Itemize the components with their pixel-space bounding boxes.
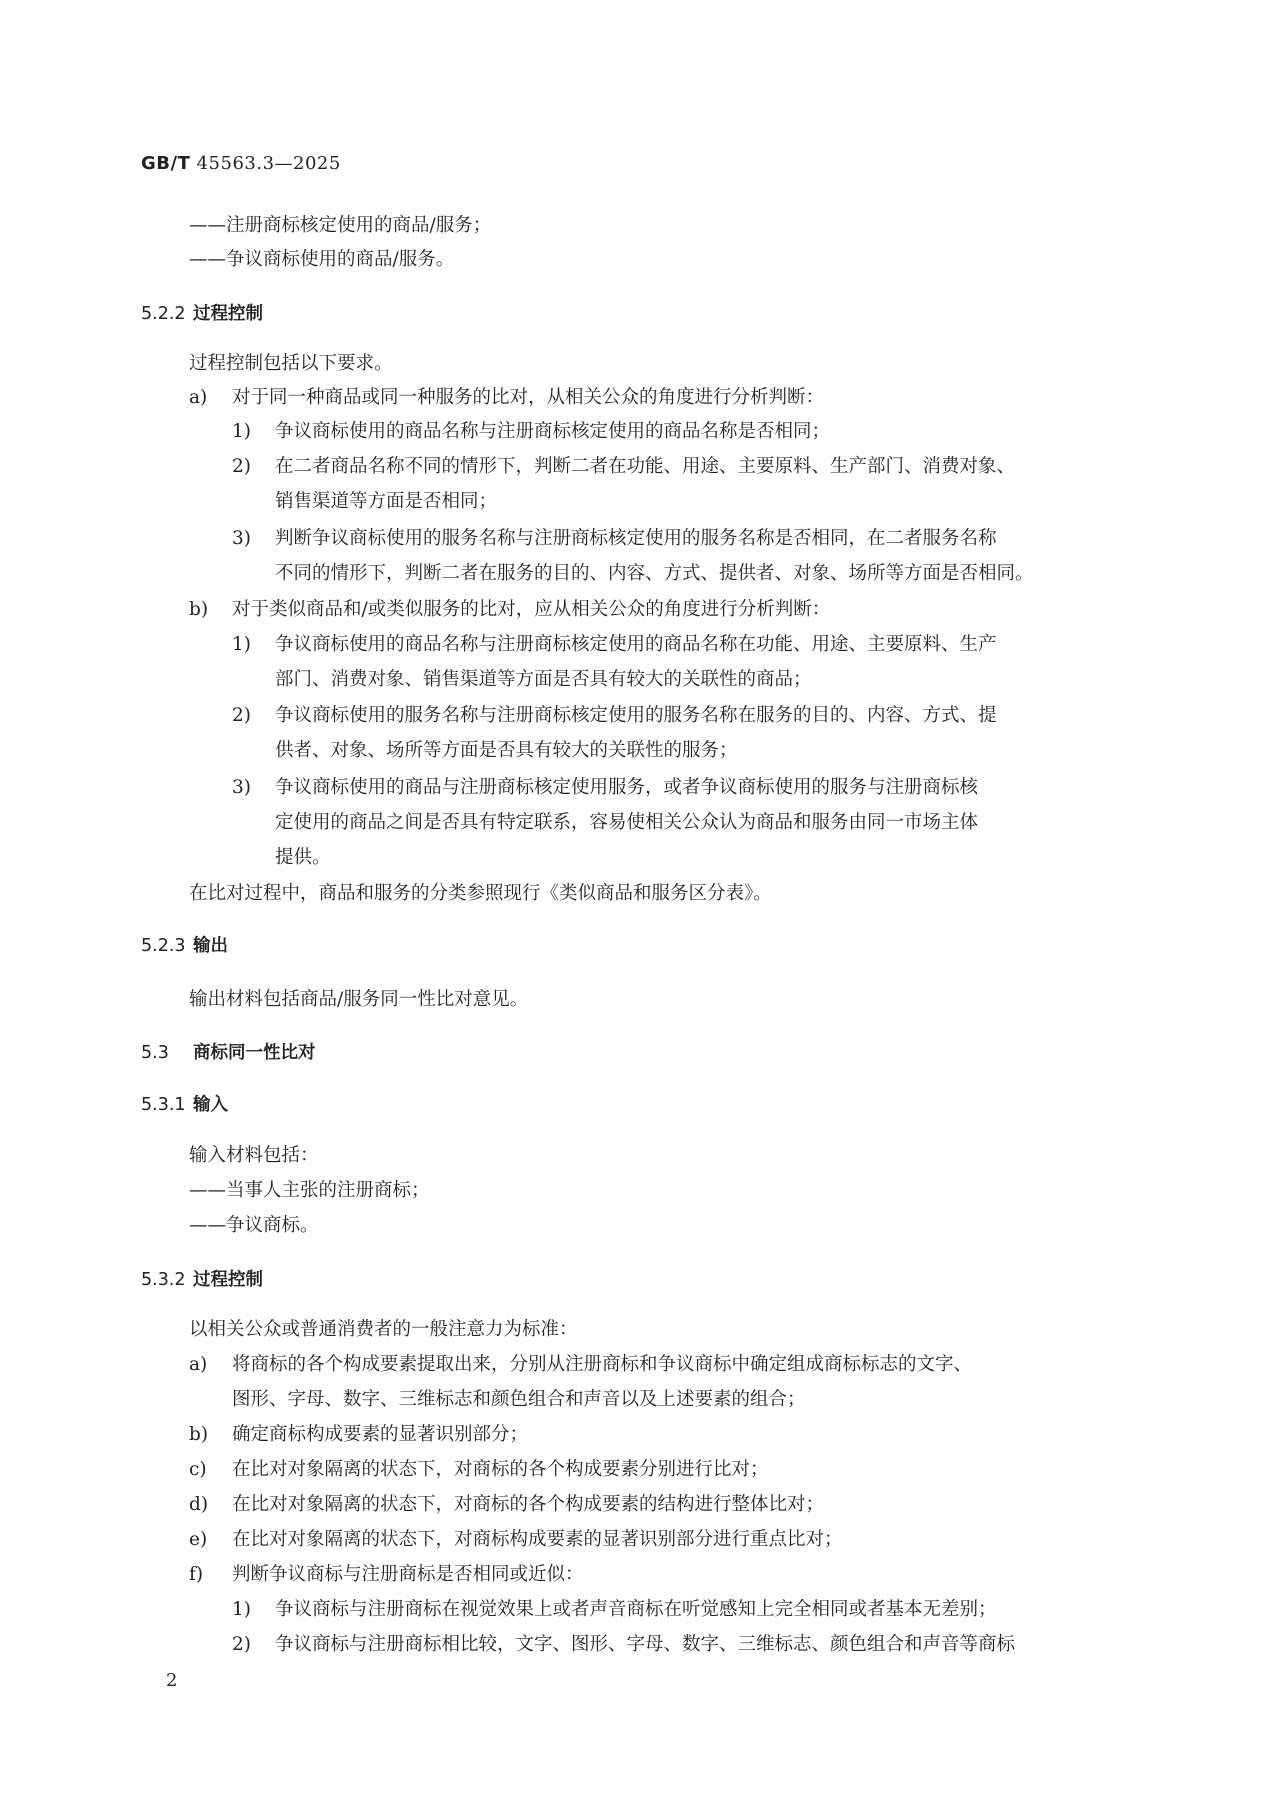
list-text: 将商标的各个构成要素提取出来，分别从注册商标和争议商标中确定组成商标标志的文字、 — [232, 1354, 973, 1375]
section-heading-5-2-3 — [141, 934, 228, 958]
list-text-continuation: 部门、消费对象、销售渠道等方面是否具有较大的关联性的商品； — [275, 669, 812, 690]
list-label: a) — [189, 1354, 208, 1375]
list-text: 争议商标使用的商品名称与注册商标核定使用的商品名称是否相同； — [275, 421, 831, 442]
section-heading-5-3-1 — [141, 1093, 228, 1117]
list-text-continuation: 图形、字母、数字、三维标志和颜色组合和声音以及上述要素的组合； — [232, 1389, 806, 1410]
list-text-continuation: 供者、对象、场所等方面是否具有较大的关联性的服务； — [275, 740, 738, 761]
standard-header — [141, 153, 341, 174]
list-label: 1) — [232, 421, 251, 442]
dash-item: ——争议商标。 — [189, 1215, 319, 1236]
list-text: 确定商标构成要素的显著识别部分； — [232, 1424, 529, 1445]
section-heading-5-3-2 — [141, 1268, 263, 1292]
list-label: 3) — [232, 528, 251, 549]
list-text: 对于同一种商品或同一种服务的比对，从相关公众的角度进行分析判断： — [232, 387, 825, 408]
list-text: 争议商标使用的服务名称与注册商标核定使用的服务名称在服务的目的、内容、方式、提 — [275, 705, 997, 726]
list-text: 争议商标与注册商标相比较，文字、图形、字母、数字、三维标志、颜色组合和声音等商标 — [275, 1634, 1016, 1655]
section-title: 商标同一性比对 — [193, 1043, 316, 1063]
list-label: d) — [189, 1494, 209, 1515]
list-label: 2) — [232, 456, 251, 477]
list-text: 争议商标与注册商标在视觉效果上或者声音商标在听觉感知上完全相同或者基本无差别； — [275, 1599, 997, 1620]
list-text-continuation: 不同的情形下，判断二者在服务的目的、内容、方式、提供者、对象、场所等方面是否相同。 — [275, 563, 1034, 584]
list-label: e) — [189, 1529, 208, 1550]
list-text: 在比对对象隔离的状态下，对商标的各个构成要素的结构进行整体比对； — [232, 1494, 825, 1515]
list-label: 1) — [232, 1599, 251, 1620]
list-label: b) — [189, 599, 209, 620]
paragraph: 在比对过程中，商品和服务的分类参照现行《类似商品和服务区分表》。 — [189, 883, 772, 904]
section-number: 5.3.1 — [141, 1095, 186, 1115]
paragraph: 输出材料包括商品/服务同一性比对意见。 — [189, 989, 529, 1010]
section-number: 5.2.2 — [141, 304, 186, 324]
standard-prefix: GB/T — [141, 153, 191, 174]
dash-item: ——注册商标核定使用的商品/服务； — [189, 215, 492, 236]
list-label: a) — [189, 387, 208, 408]
list-label: 2) — [232, 1634, 251, 1655]
list-text: 在二者商品名称不同的情形下，判断二者在功能、用途、主要原料、生产部门、消费对象、 — [275, 456, 1016, 477]
paragraph: 以相关公众或普通消费者的一般注意力为标准： — [189, 1319, 578, 1340]
section-title: 过程控制 — [193, 304, 263, 324]
section-heading-5-2-2 — [141, 302, 263, 326]
list-text: 判断争议商标与注册商标是否相同或近似： — [232, 1564, 584, 1585]
list-text-continuation: 销售渠道等方面是否相同； — [275, 491, 498, 512]
list-text: 在比对对象隔离的状态下，对商标的各个构成要素分别进行比对； — [232, 1459, 769, 1480]
paragraph: 过程控制包括以下要求。 — [189, 353, 393, 374]
standard-number: 45563.3—2025 — [196, 153, 341, 174]
section-number: 5.3 — [141, 1043, 169, 1063]
list-label: 2) — [232, 705, 251, 726]
section-number: 5.2.3 — [141, 936, 186, 956]
section-title: 输入 — [193, 1095, 228, 1115]
section-number: 5.3.2 — [141, 1270, 186, 1290]
section-title: 输出 — [193, 936, 228, 956]
paragraph: 输入材料包括： — [189, 1145, 319, 1166]
dash-item: ——争议商标使用的商品/服务。 — [189, 249, 455, 270]
list-label: 1) — [232, 634, 251, 655]
list-label: b) — [189, 1424, 209, 1445]
list-label: 3) — [232, 777, 251, 798]
list-text: 争议商标使用的商品与注册商标核定使用服务，或者争议商标使用的服务与注册商标核 — [275, 777, 979, 798]
list-text-continuation: 定使用的商品之间是否具有特定联系，容易使相关公众认为商品和服务由同一市场主体 — [275, 812, 979, 833]
list-text: 在比对对象隔离的状态下，对商标构成要素的显著识别部分进行重点比对； — [232, 1529, 843, 1550]
list-label: c) — [189, 1459, 207, 1480]
list-text: 对于类似商品和/或类似服务的比对，应从相关公众的角度进行分析判断： — [232, 599, 831, 620]
page-number: 2 — [166, 1670, 178, 1691]
list-text: 判断争议商标使用的服务名称与注册商标核定使用的服务名称是否相同，在二者服务名称 — [275, 528, 997, 549]
dash-item: ——当事人主张的注册商标； — [189, 1180, 430, 1201]
section-title: 过程控制 — [193, 1270, 263, 1290]
list-label: f) — [189, 1564, 204, 1585]
list-text: 争议商标使用的商品名称与注册商标核定使用的商品名称在功能、用途、主要原料、生产 — [275, 634, 997, 655]
list-text-continuation: 提供。 — [275, 847, 331, 868]
section-heading-5-3 — [141, 1041, 316, 1065]
